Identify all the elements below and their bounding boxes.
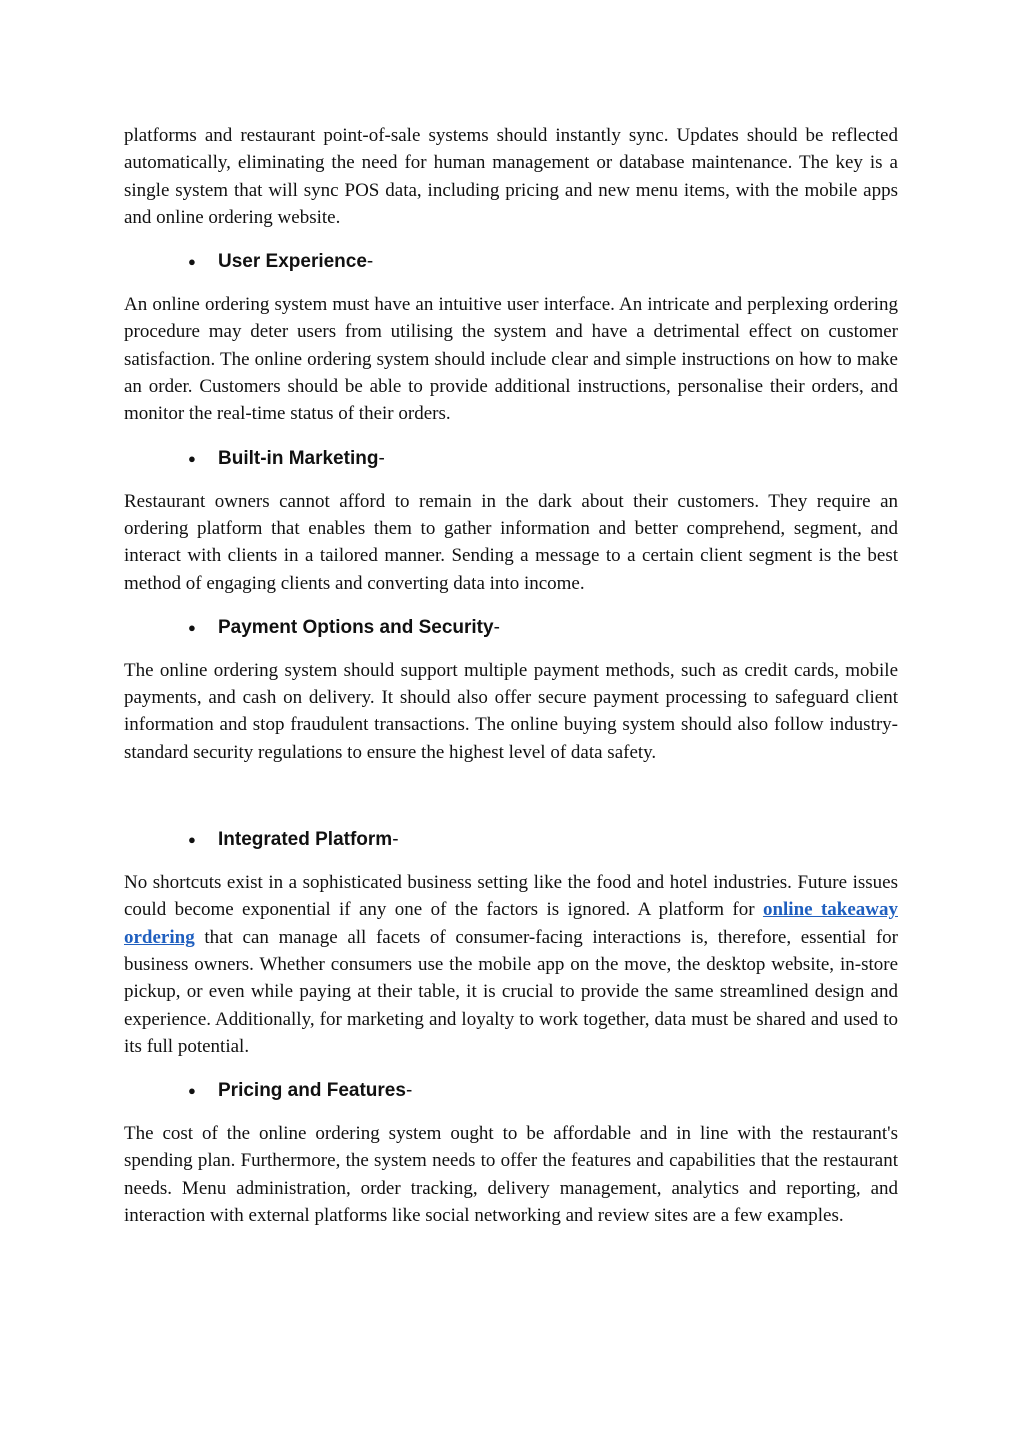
heading-label: User Experience [218, 251, 367, 273]
section-body-integrated-platform [124, 869, 898, 1060]
online-takeaway-ordering-link[interactable]: online takeaway ordering [124, 899, 898, 948]
section-body-pricing-features: The cost of the online ordering system ought to be affordable and in line with the restaurant's spending plan. Furthermore, the system needs to offer the features and capabilities that the restaurant needs. Menu administration, order tracking, delivery management, analytics and reporting, and interaction with external platforms like social networking and review sites are a few examples. [124, 1123, 898, 1227]
section-body-built-in-marketing: Restaurant owners cannot afford to remain in the dark about their customers. They require an ordering platform that enables them to gather information and better comprehend, segment, and interact with clients in a tailored manner. Sending a message to a certain client segment is the best method of engaging clients and converting data into income. [124, 490, 898, 594]
section-body-user-experience: An online ordering system must have an intuitive user interface. An intricate and perplexing ordering procedure may deter users from utilising the system and have a detrimental effect on customer satisfaction. The online ordering system should include clear and simple instructions on how to make an order. Customers should be able to provide additional instructions, personalise their orders, and monitor the real-time status of their orders. [124, 294, 898, 425]
heading-dash: - [392, 829, 399, 851]
heading-label: Pricing and Features [218, 1080, 406, 1102]
section-body-payment-options: The online ordering system should support multiple payment methods, such as credit cards, mobile payments, and cash on delivery. It should also offer secure payment processing to safeguard client information and stop fraudulent transactions. The online buying system should also follow industry-standard security regulations to ensure the highest level of data safety. [124, 659, 898, 763]
heading-pricing-features [124, 1077, 898, 1104]
heading-label: Payment Options and Security [218, 616, 494, 638]
bullet-icon: ● [188, 1083, 196, 1099]
heading-label: Built-in Marketing [218, 447, 379, 469]
body-text-after-link: that can manage all facets of consumer-facing interactions is, therefore, essential for business owners. Whether consumers use the mobile app on the move, the desktop website, in-store pickup, or even while paying at their table, it is crucial to provide the same streamlined design and experience. Additionally, for marketing and loyalty to work together, data must be shared and used to its full potential. [124, 926, 898, 1057]
heading-dash: - [405, 1080, 413, 1102]
bullet-icon: ● [188, 832, 196, 848]
heading-label: Integrated Platform [218, 829, 393, 851]
heading-dash: - [493, 616, 500, 638]
heading-integrated-platform [124, 826, 898, 853]
heading-payment-options [124, 614, 898, 641]
intro-paragraph: platforms and restaurant point-of-sale systems should instantly sync. Updates should be reflected automatically, eliminating the need for human management or database maintenance. The key is a single system that will sync POS data, including pricing and new menu items, with the mobile apps and online ordering website. [124, 125, 898, 228]
blank-gap [124, 766, 898, 809]
heading-dash: - [366, 251, 374, 273]
bullet-icon: ● [188, 619, 196, 635]
body-text-before-link: No shortcuts exist in a sophisticated business setting like the food and hotel industries. Future issues could become exponential if any one of the factors is ignored. A platform for [124, 872, 898, 921]
heading-user-experience [124, 248, 898, 275]
bullet-icon: ● [188, 254, 196, 270]
heading-built-in-marketing [124, 445, 898, 472]
document-page [124, 122, 898, 1229]
heading-dash: - [378, 447, 385, 469]
bullet-icon: ● [188, 450, 196, 466]
